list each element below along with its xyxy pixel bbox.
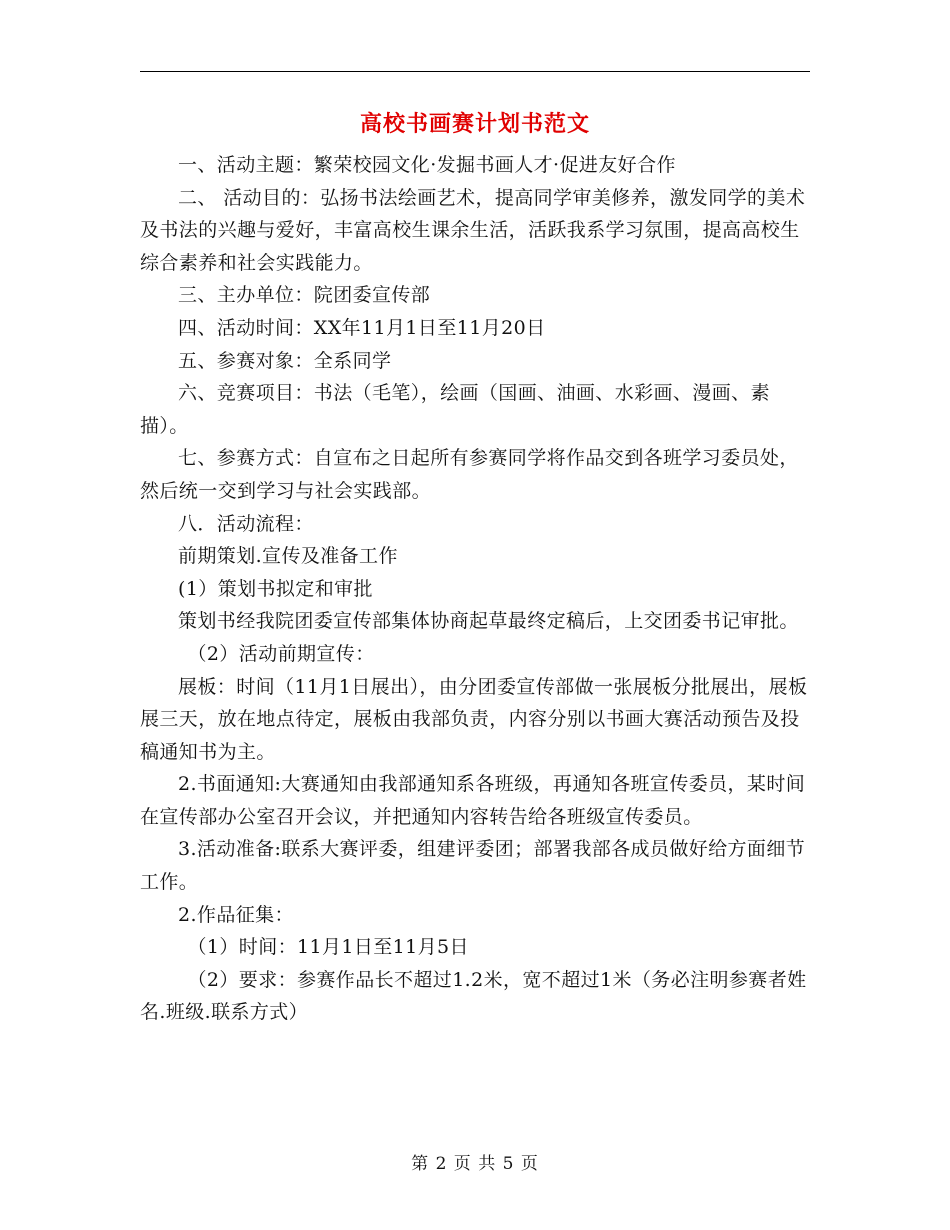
- document-body: [140, 149, 810, 1029]
- paragraph-process-heading: 八．活动流程：: [178, 512, 314, 535]
- paragraph-collection-requirements: （2）要求：参赛作品长不超过1.2米，宽不超过1米（务必注明参赛者姓名.班级.联系方式）: [140, 968, 807, 1024]
- paragraph-activity-prep: 3.活动准备:联系大赛评委，组建评委团；部署我部各成员做好给方面细节工作。: [140, 838, 806, 894]
- paragraph-display-board: 展板：时间（11月1日展出），由分团委宣传部做一张展板分批展出，展板展三天，放在地点待定，展板由我部负责，内容分别以书画大赛活动预告及投稿通知书为主。: [140, 675, 808, 763]
- page-number: 第 2 页 共 5 页: [411, 1154, 539, 1174]
- paragraph-organizer: 三、主办单位：院团委宣传部: [178, 284, 431, 307]
- paragraph-approval-heading: (1）策划书拟定和审批: [178, 577, 373, 600]
- paragraph-collection-time: （1）时间：11月1日至11月5日: [187, 936, 469, 959]
- paragraph-publicity-heading: （2）活动前期宣传：: [187, 642, 375, 665]
- paragraph-collection-heading: 2.作品征集：: [178, 903, 294, 926]
- paragraph-preparation: 前期策划.宣传及准备工作: [178, 545, 398, 568]
- paragraph-participants: 五、参赛对象：全系同学: [178, 349, 392, 372]
- header-rule: [140, 71, 810, 72]
- document-title: 高校书画赛计划书范文: [359, 111, 590, 137]
- paragraph-time: 四、活动时间：XX年11月1日至11月20日: [178, 316, 546, 339]
- paragraph-written-notice: 2.书面通知:大赛通知由我部通知系各班级，再通知各班宣传委员，某时间在宣传部办公室召开会议，并把通知内容转告给各班级宣传委员。: [140, 773, 806, 828]
- paragraph-approval: 策划书经我院团委宣传部集体协商起草最终定稿后，上交团委书记审批。: [178, 610, 799, 633]
- paragraph-method: 七、参赛方式：自宣布之日起所有参赛同学将作品交到各班学习委员处，然后统一交到学习与社会实践部。: [140, 447, 799, 502]
- paragraph-theme: 一、活动主题：繁荣校园文化·发掘书画人才·促进友好合作: [178, 154, 676, 176]
- paragraph-events: 六、竞赛项目：书法（毛笔），绘画（国画、油画、水彩画、漫画、素描）。: [140, 382, 770, 437]
- paragraph-purpose: 二、 活动目的：弘扬书法绘画艺术，提高同学审美修养，激发同学的美术及书法的兴趣与爱好，丰富高校生课余生活，活跃我系学习氛围，提高高校生综合素养和社会实践能力。: [140, 186, 806, 274]
